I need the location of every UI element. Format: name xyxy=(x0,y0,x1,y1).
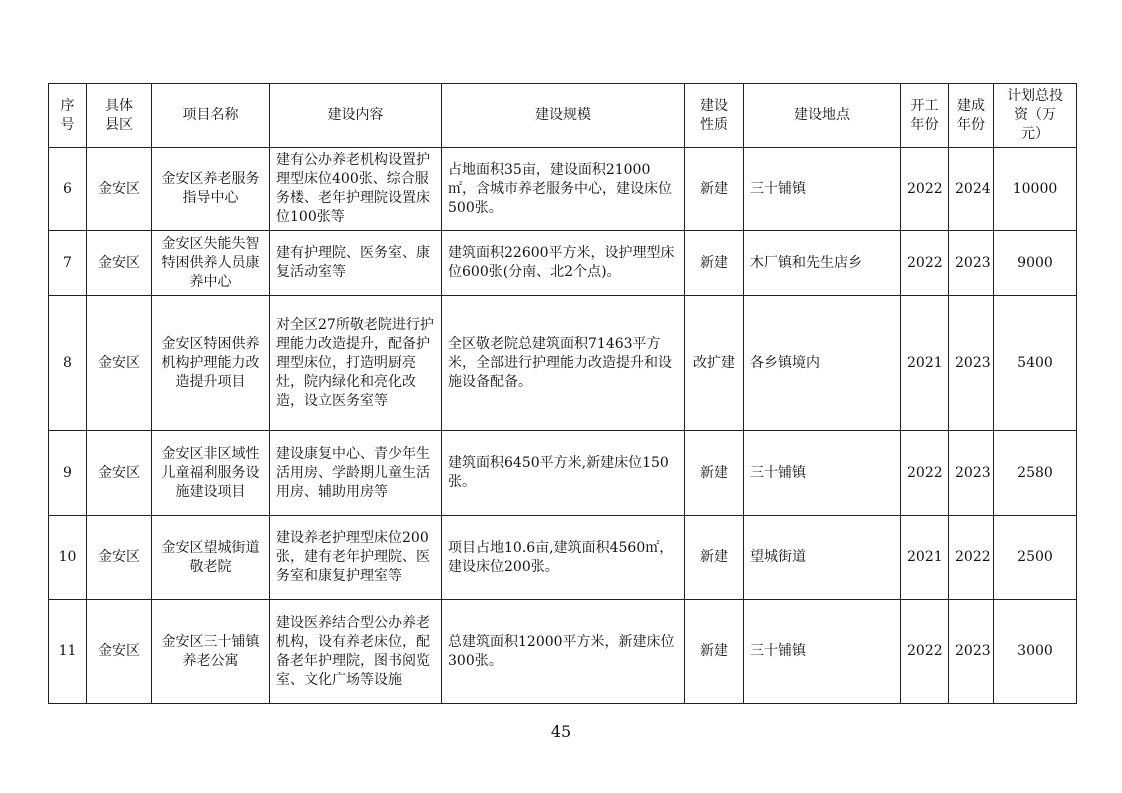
header-investment: 计划总投资（万元） xyxy=(994,84,1077,148)
cell-content: 建有护理院、医务室、康复活动室等 xyxy=(270,231,442,296)
cell-nature: 新建 xyxy=(685,148,744,231)
table-row xyxy=(49,431,1077,516)
cell-end-year: 2023 xyxy=(949,231,994,296)
cell-scale: 占地面积35亩，建设面积21000㎡，含城市养老服务中心，建设床位500张。 xyxy=(442,148,685,231)
cell-content: 建设康复中心、青少年生活用房、学龄期儿童生活用房、辅助用房等 xyxy=(270,431,442,516)
cell-location: 各乡镇境内 xyxy=(744,296,901,431)
page-number: 45 xyxy=(550,722,572,741)
cell-county: 金安区 xyxy=(87,231,152,296)
cell-start-year: 2022 xyxy=(901,431,949,516)
projects-table xyxy=(48,83,1077,704)
cell-location: 望城街道 xyxy=(744,516,901,600)
cell-investment: 5400 xyxy=(994,296,1077,431)
header-start-year: 开工年份 xyxy=(901,84,949,148)
cell-name: 金安区望城街道敬老院 xyxy=(152,516,270,600)
cell-end-year: 2023 xyxy=(949,431,994,516)
header-nature: 建设性质 xyxy=(685,84,744,148)
cell-investment: 10000 xyxy=(994,148,1077,231)
cell-location: 三十铺镇 xyxy=(744,148,901,231)
header-location: 建设地点 xyxy=(744,84,901,148)
cell-name: 金安区特困供养机构护理能力改造提升项目 xyxy=(152,296,270,431)
cell-seq: 7 xyxy=(49,231,87,296)
header-county: 具体县区 xyxy=(87,84,152,148)
header-seq: 序号 xyxy=(49,84,87,148)
cell-start-year: 2022 xyxy=(901,600,949,704)
cell-county: 金安区 xyxy=(87,516,152,600)
cell-content: 建设医养结合型公办养老机构，设有养老床位，配备老年护理院，图书阅览室、文化广场等设施 xyxy=(270,600,442,704)
cell-start-year: 2021 xyxy=(901,516,949,600)
header-row xyxy=(49,84,1077,148)
cell-county: 金安区 xyxy=(87,431,152,516)
cell-end-year: 2024 xyxy=(949,148,994,231)
cell-start-year: 2022 xyxy=(901,231,949,296)
cell-content: 对全区27所敬老院进行护理能力改造提升，配备护理型床位，打造明厨亮灶，院内绿化和亮化改造，设立医务室等 xyxy=(270,296,442,431)
cell-location: 三十铺镇 xyxy=(744,431,901,516)
cell-name: 金安区失能失智特困供养人员康养中心 xyxy=(152,231,270,296)
cell-location: 木厂镇和先生店乡 xyxy=(744,231,901,296)
cell-start-year: 2021 xyxy=(901,296,949,431)
cell-seq: 9 xyxy=(49,431,87,516)
table-row xyxy=(49,516,1077,600)
cell-nature: 改扩建 xyxy=(685,296,744,431)
cell-investment: 9000 xyxy=(994,231,1077,296)
cell-seq: 11 xyxy=(49,600,87,704)
table-row xyxy=(49,231,1077,296)
header-scale: 建设规模 xyxy=(442,84,685,148)
cell-scale: 全区敬老院总建筑面积71463平方米，全部进行护理能力改造提升和设施设备配备。 xyxy=(442,296,685,431)
cell-scale: 总建筑面积12000平方米，新建床位300张。 xyxy=(442,600,685,704)
cell-end-year: 2023 xyxy=(949,600,994,704)
header-end-year: 建成年份 xyxy=(949,84,994,148)
cell-name: 金安区三十铺镇养老公寓 xyxy=(152,600,270,704)
cell-content: 建有公办养老机构设置护理型床位400张、综合服务楼、老年护理院设置床位100张等 xyxy=(270,148,442,231)
cell-scale: 建筑面积22600平方米，设护理型床位600张(分南、北2个点)。 xyxy=(442,231,685,296)
cell-seq: 10 xyxy=(49,516,87,600)
cell-nature: 新建 xyxy=(685,600,744,704)
cell-county: 金安区 xyxy=(87,600,152,704)
cell-county: 金安区 xyxy=(87,296,152,431)
header-content: 建设内容 xyxy=(270,84,442,148)
cell-nature: 新建 xyxy=(685,516,744,600)
cell-investment: 3000 xyxy=(994,600,1077,704)
header-name: 项目名称 xyxy=(152,84,270,148)
cell-content: 建设养老护理型床位200张，建有老年护理院、医务室和康复护理室等 xyxy=(270,516,442,600)
table-row xyxy=(49,600,1077,704)
cell-name: 金安区非区域性儿童福利服务设施建设项目 xyxy=(152,431,270,516)
cell-nature: 新建 xyxy=(685,231,744,296)
cell-nature: 新建 xyxy=(685,431,744,516)
cell-scale: 建筑面积6450平方米,新建床位150张。 xyxy=(442,431,685,516)
cell-scale: 项目占地10.6亩,建筑面积4560㎡，建设床位200张。 xyxy=(442,516,685,600)
cell-end-year: 2022 xyxy=(949,516,994,600)
cell-start-year: 2022 xyxy=(901,148,949,231)
cell-name: 金安区养老服务指导中心 xyxy=(152,148,270,231)
table-row xyxy=(49,148,1077,231)
cell-seq: 6 xyxy=(49,148,87,231)
cell-investment: 2580 xyxy=(994,431,1077,516)
cell-end-year: 2023 xyxy=(949,296,994,431)
cell-location: 三十铺镇 xyxy=(744,600,901,704)
cell-county: 金安区 xyxy=(87,148,152,231)
cell-investment: 2500 xyxy=(994,516,1077,600)
cell-seq: 8 xyxy=(49,296,87,431)
table-row xyxy=(49,296,1077,431)
